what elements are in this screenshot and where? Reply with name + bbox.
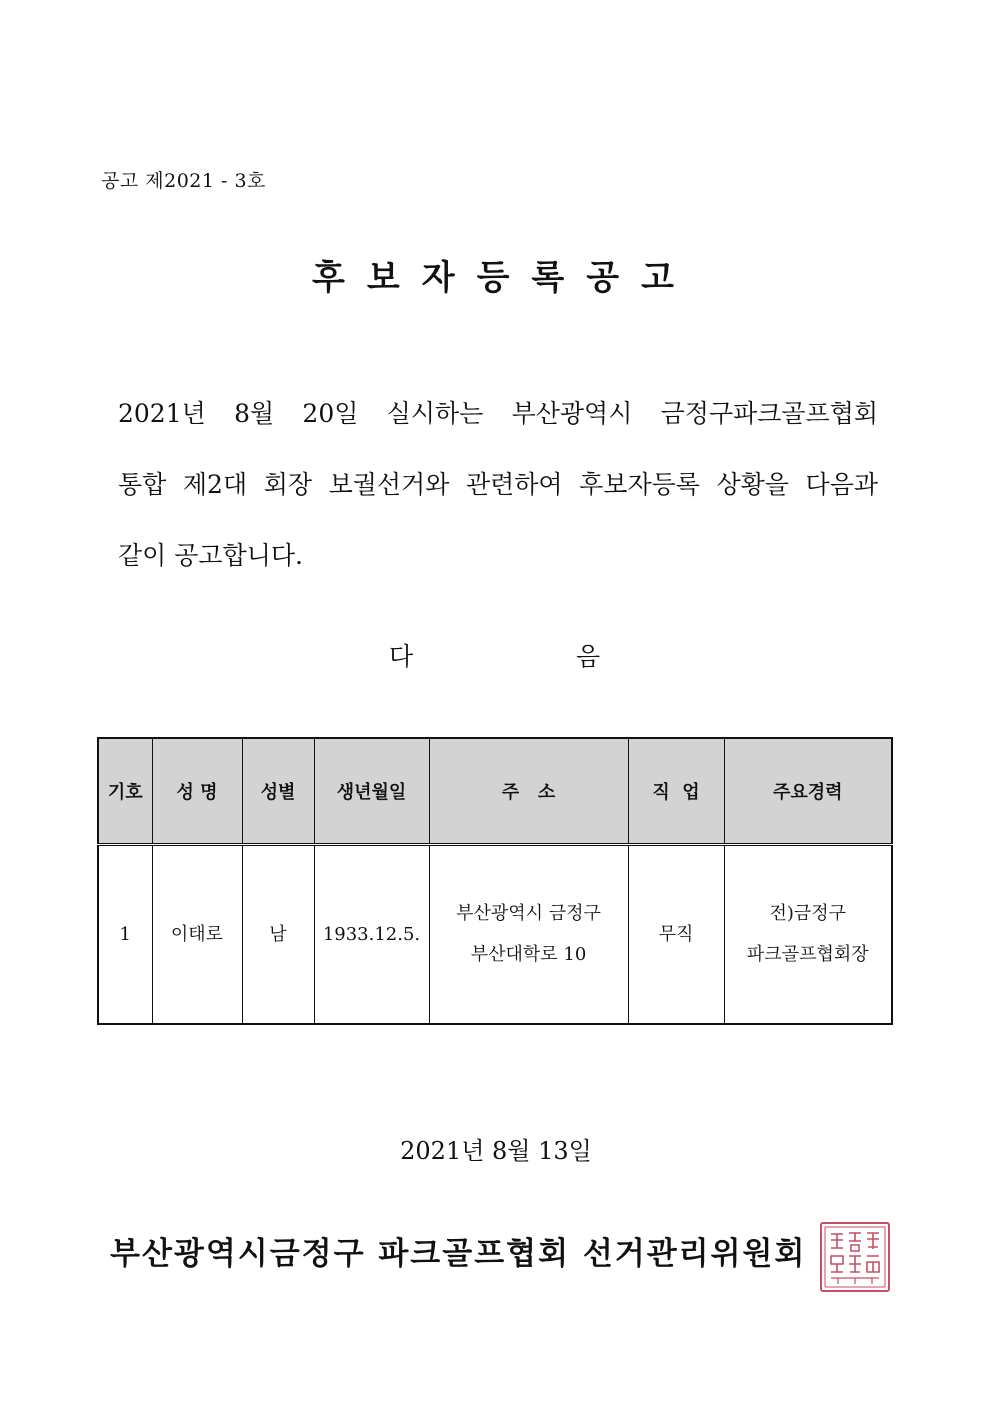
cell-address bbox=[429, 844, 628, 1024]
header-career: 주요경력 bbox=[724, 738, 892, 844]
cell-career bbox=[724, 844, 892, 1024]
header-occupation: 직 업 bbox=[628, 738, 724, 844]
following-label-right: 음 bbox=[576, 642, 601, 671]
official-seal-icon bbox=[818, 1220, 892, 1294]
notice-date: 2021년 8월 13일 bbox=[400, 1137, 592, 1165]
table-header-row bbox=[98, 738, 892, 844]
cell-gender: 남 bbox=[242, 844, 314, 1024]
header-number: 기호 bbox=[98, 738, 152, 844]
cell-birth-date: 1933.12.5. bbox=[314, 844, 429, 1024]
following-label-left: 다 bbox=[389, 642, 414, 671]
body-text-line-2: 통합 제2대 회장 보궐선거와 관련하여 후보자등록 상황을 다음과 bbox=[118, 470, 878, 499]
career-line-2: 파크골프협회장 bbox=[746, 944, 869, 966]
body-text-line-1: 2021년 8월 20일 실시하는 부산광역시 금정구파크골프협회 bbox=[118, 399, 878, 428]
cell-occupation: 무직 bbox=[628, 844, 724, 1024]
header-name: 성 명 bbox=[152, 738, 242, 844]
header-gender: 성별 bbox=[242, 738, 314, 844]
address-line-1: 부산광역시 금정구 bbox=[456, 903, 601, 925]
body-text-line-3: 같이 공고합니다. bbox=[118, 541, 303, 570]
career-line-1: 전)금정구 bbox=[769, 903, 847, 925]
candidate-table bbox=[97, 737, 893, 1025]
cell-name: 이태로 bbox=[152, 844, 242, 1024]
document-title: 후보자등록공고 bbox=[312, 258, 696, 298]
header-birth-date: 생년월일 bbox=[314, 738, 429, 844]
notice-number: 공고 제2021 - 3호 bbox=[101, 170, 266, 192]
table-row bbox=[98, 844, 892, 1024]
committee-name: 부산광역시금정구 파크골프협회 선거관리위원회 bbox=[110, 1236, 807, 1272]
cell-number: 1 bbox=[98, 844, 152, 1024]
header-address: 주 소 bbox=[429, 738, 628, 844]
address-line-2: 부산대학로 10 bbox=[470, 944, 587, 966]
